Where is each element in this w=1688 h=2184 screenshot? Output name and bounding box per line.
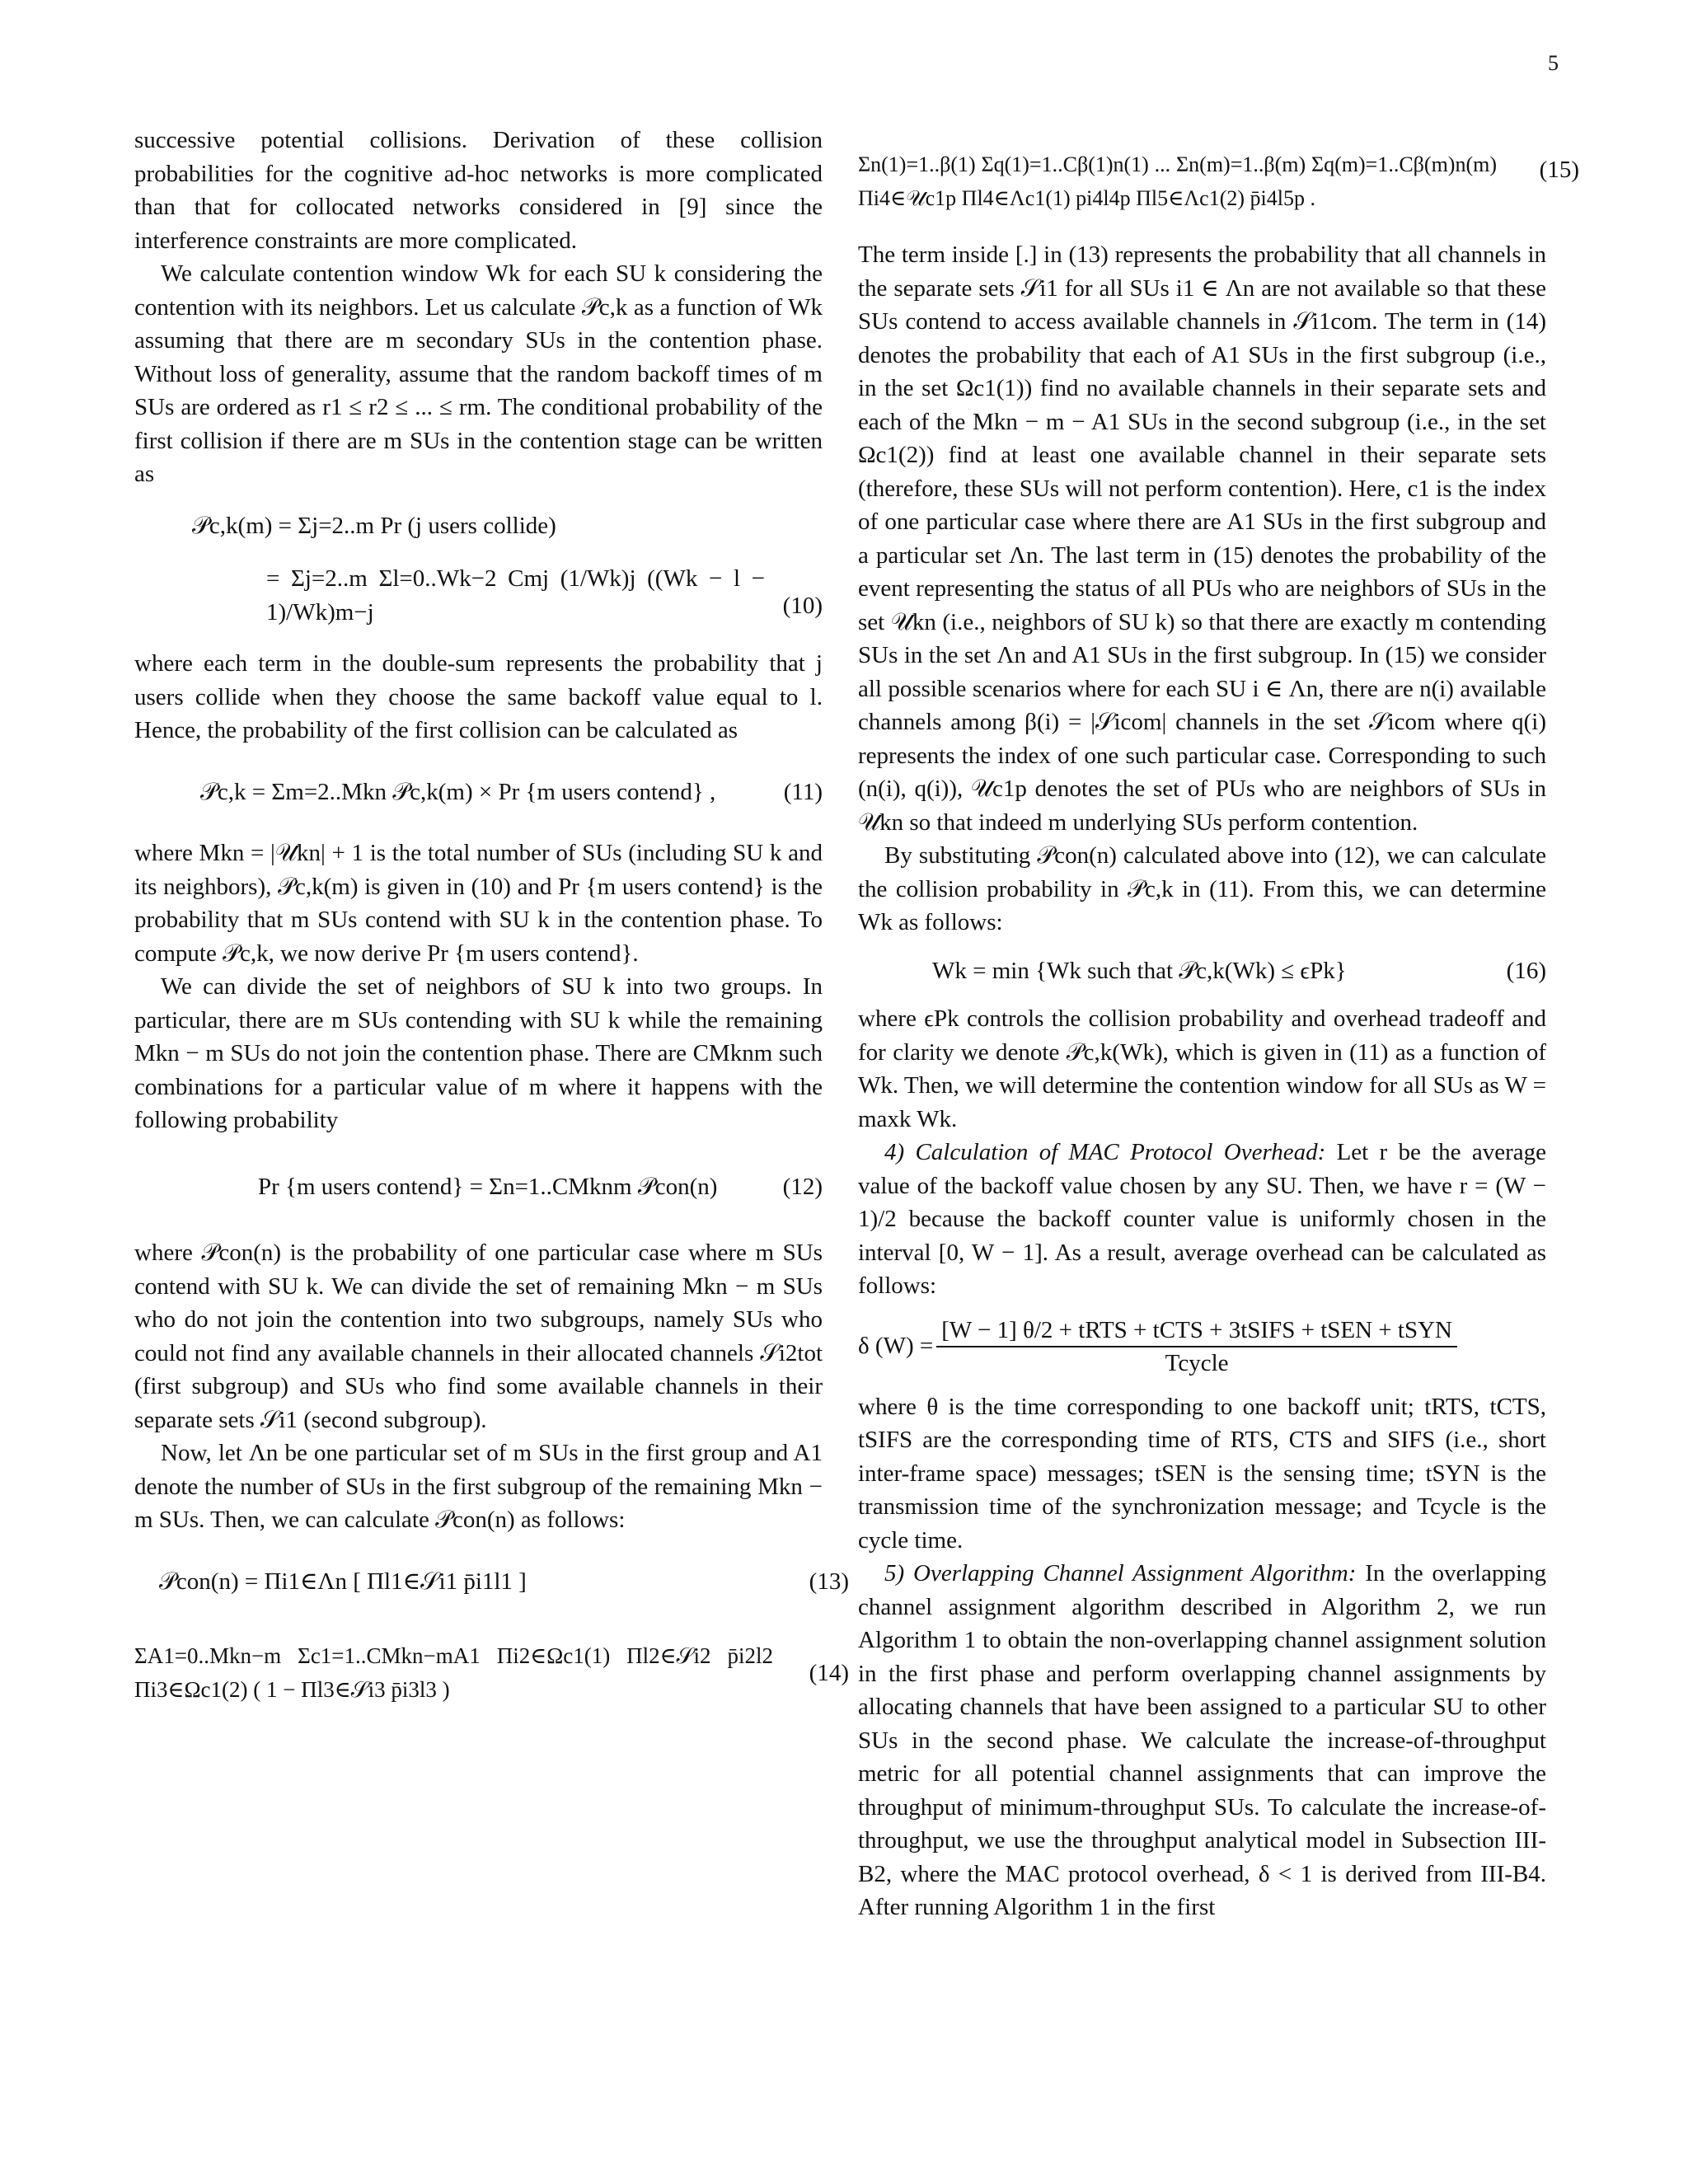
equation-16	[858, 954, 1546, 988]
paragraph: By substituting 𝒫con(n) calculated above into (12), we can calculate the collision probability in 𝒫c,k in (11). From this, we can determine Wk as follows:	[858, 842, 1546, 935]
equation-number: (15)	[1539, 156, 1579, 183]
paragraph: where ϵPk controls the collision probability and overhead tradeoff and for clarity we denote 𝒫c,k(Wk), which is given in (11) as a function of Wk. Then, we will determine the contention window for all SUs as W = maxk Wk.	[858, 1005, 1546, 1132]
paragraph: where Mkn = |𝒰kn| + 1 is the total number of SUs (including SU k and its neighbors), 𝒫c,k(m) is given in (10) and Pr {m users contend} is the probability that m SUs contend with SU k in the contention phase. To compute 𝒫c,k, we now derive Pr {m users contend}.	[134, 840, 823, 967]
paragraph: where each term in the double-sum represents the probability that j users collide when they choose the same backoff value equal to l. Hence, the probability of the first collision can be calculated as	[134, 650, 823, 743]
equation-10	[134, 509, 823, 630]
equation-14	[134, 1639, 849, 1706]
equation-lhs: δ (W) =	[858, 1333, 934, 1360]
left-column	[134, 124, 849, 1714]
subsection-heading: 4) Calculation of MAC Protocol Overhead:	[884, 1139, 1326, 1165]
paragraph: We can divide the set of neighbors of SU k into two groups. In particular, there are m SUs contending with SU k while the remaining Mkn − m SUs do not join the contention phase. There are CMknm such combinations for a particular value of m where it happens with the following probability	[134, 973, 823, 1133]
equation-13	[134, 1565, 849, 1599]
equation-line: ΣA1=0..Mkn−m Σc1=1..CMkn−mA1 Πi2∈Ωc1(1) Πl2∈𝒮i2 p̄i2l2 Πi3∈Ωc1(2) ( 1 − Πl3∈𝒮i3 p̄i3l3 )	[134, 1643, 773, 1702]
equation-line: 𝒫c,k = Σm=2..Mkn 𝒫c,k(m) × Pr {m users contend} ,	[200, 778, 716, 805]
paragraph: We calculate contention window Wk for each SU k considering the contention with its neighbors. Let us calculate 𝒫c,k as a function of Wk assuming that there are m secondary SUs in the contention phase. Without loss of generality, assume that the random backoff times of m SUs are ordered as r1 ≤ r2 ≤ ... ≤ rm. The conditional probability of the first collision if there are m SUs in the contention stage can be written as	[134, 260, 823, 487]
fraction	[936, 1315, 1457, 1379]
equation-11	[134, 776, 823, 809]
page-number: 5	[1548, 51, 1559, 75]
equation-line: = Σj=2..m Σl=0..Wk−2 Cmj (1/Wk)j ((Wk − l − 1)/Wk)m−j	[266, 565, 765, 626]
equation-line: 𝒫c,k(m) = Σj=2..m Pr (j users collide)	[192, 512, 556, 539]
equation-number: (14)	[809, 1659, 849, 1686]
denominator: Tcycle	[1165, 1349, 1229, 1376]
right-column	[858, 124, 1579, 1924]
paragraph-text: In the overlapping channel assignment algorithm described in Algorithm 2, we run Algorithm 1 to obtain the non-overlapping channel assignment solution in the first phase and perform overlapping channel assignments by allocating channels that have been assigned to a particular SU to other SUs in the second phase. We calculate the increase-of-throughput metric for all potential channel assignments that can improve the throughput of minimum-throughput SUs. To calculate the increase-of-throughput, we use the throughput analytical model in Subsection III-B2, where the MAC protocol overhead, δ < 1 is derived from III-B4. After running Algorithm 1 in the first	[858, 1560, 1547, 1920]
numerator: [W − 1] θ/2 + tRTS + tCTS + 3tSIFS + tSEN + tSYN	[936, 1315, 1457, 1347]
paragraph	[858, 1557, 1546, 1924]
paragraph: where 𝒫con(n) is the probability of one particular case where m SUs contend with SU k. We can divide the set of remaining Mkn − m SUs who do not join the contention into two subgroups, namely SUs who could not find any available channels in their allocated channels 𝒮i2tot (first subgroup) and SUs who find some available channels in their separate sets 𝒮i1 (second subgroup).	[134, 1240, 823, 1433]
equation-number: (10)	[782, 592, 823, 619]
paragraph: where θ is the time corresponding to one backoff unit; tRTS, tCTS, tSIFS are the corresponding time of RTS, CTS and SIFS (i.e., short inter-frame space) messages; tSEN is the sensing time; tSYN is the transmission time of the synchronization message; and Tcycle is the cycle time.	[858, 1393, 1546, 1554]
subsection-heading: 5) Overlapping Channel Assignment Algorithm:	[884, 1560, 1357, 1586]
equation-line: Pr {m users contend} = Σn=1..CMknm 𝒫con(n)	[258, 1173, 718, 1200]
equation-number: (13)	[809, 1568, 849, 1595]
paragraph: The term inside [.] in (13) represents the probability that all channels in the separate sets 𝒮i1 for all SUs i1 ∈ Λn are not available so that these SUs contend to access available channels in 𝒮i1com. The term in (14) denotes the probability that each of A1 SUs in the first subgroup (i.e., in the set Ωc1(1)) find no available channels in their separate sets and each of the Mkn − m − A1 SUs in the second subgroup (i.e., in the set Ωc1(2)) find at least one available channel in their separate sets (therefore, these SUs will not perform contention). Here, c1 is the index of one particular case where there are A1 SUs in the first subgroup and a particular set Λn. The last term in (15) denotes the probability of the event representing the status of all PUs who are neighbors of SUs in the set 𝒰kn (i.e., neighbors of SU k) so that there are exactly m contending SUs in the set Λn and A1 SUs in the first subgroup. In (15) we consider all possible scenarios where for each SU i ∈ Λn, there are n(i) available channels among β(i) = |𝒮icom| channels in the set 𝒮icom where q(i) represents the index of one such particular case. Corresponding to such (n(i), q(i)), 𝒰c1p denotes the set of PUs who are neighbors of SUs in 𝒰kn so that indeed m underlying SUs perform contention.	[858, 241, 1546, 836]
equation-delta	[858, 1315, 1546, 1379]
equation-number: (16)	[1506, 957, 1546, 984]
equation-number: (11)	[783, 778, 823, 805]
paragraph: Now, let Λn be one particular set of m SUs in the first group and A1 denote the number of SUs in the first subgroup of the remaining Mkn − m SUs. Then, we can calculate 𝒫con(n) as follows:	[134, 1440, 823, 1533]
paragraph-text: Let r be the average value of the backoff value chosen by any SU. Then, we have r = (W − 1)/2 because the backoff counter value is uniformly chosen in the interval [0, W − 1]. As a result, average overhead can be calculated as follows:	[858, 1139, 1547, 1299]
paragraph	[858, 1136, 1546, 1303]
paragraph: successive potential collisions. Derivation of these collision probabilities for the cognitive ad-hoc networks is more complicated than that for collocated networks considered in [9] since the interference constraints are more complicated.	[134, 127, 823, 254]
equation-line: Wk = min {Wk such that 𝒫c,k(Wk) ≤ ϵPk}	[932, 957, 1347, 984]
equation-15	[858, 124, 1579, 215]
equation-12	[134, 1170, 823, 1204]
equation-number: (12)	[782, 1173, 823, 1200]
equation-line: 𝒫con(n) = Πi1∈Λn [ Πl1∈𝒮i1 p̄i1l1 ]	[159, 1568, 527, 1595]
equation-line: Σn(1)=1..β(1) Σq(1)=1..Cβ(1)n(1) ... Σn(m)=1..β(m) Σq(m)=1..Cβ(m)n(m) Πi4∈𝒰c1p Πl4∈Λc1(1) pi4l4p Πl5∈Λc1(2) p̄i4l5p .	[858, 152, 1497, 210]
